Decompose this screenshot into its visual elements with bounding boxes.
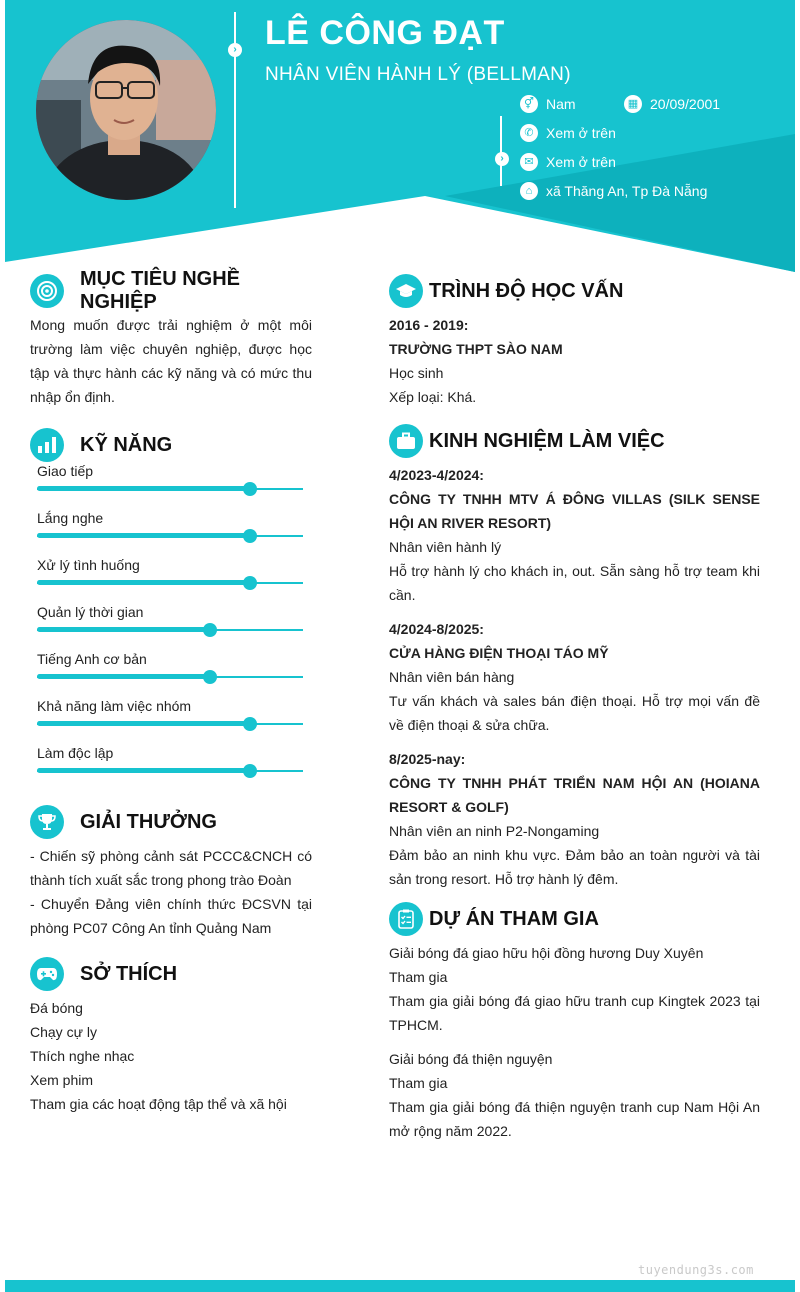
experience-section <box>389 423 760 891</box>
skill-row <box>30 555 312 602</box>
skill-level-knob <box>243 717 257 731</box>
gender-icon: ⚥ <box>520 95 538 113</box>
skill-level-knob <box>243 529 257 543</box>
skill-fill <box>37 533 250 538</box>
hobby-item: Xem phim <box>30 1072 94 1088</box>
project-name: Giải bóng đá thiện nguyện <box>389 1051 553 1067</box>
section-title: MỤC TIÊU NGHỀ NGHIỆP <box>80 268 240 313</box>
experience-company: CÔNG TY TNHH MTV Á ĐÔNG VILLAS (SILK SENSE HỘI AN RIVER RESORT) <box>389 491 760 531</box>
awards-section <box>30 804 312 940</box>
skill-label: Khả năng làm việc nhóm <box>37 698 192 714</box>
project-entry <box>389 941 760 1037</box>
award-item: - Chuyển Đảng viên chính thức ĐCSVN tại phòng PC07 Công An tỉnh Quảng Nam <box>30 896 312 936</box>
calendar-icon: ▦ <box>624 95 642 113</box>
home-icon: ⌂ <box>520 182 538 200</box>
skill-row <box>30 743 312 790</box>
right-column <box>389 273 760 1143</box>
experience-position: Nhân viên bán hàng <box>389 669 515 685</box>
education-period: 2016 - 2019: <box>389 317 469 333</box>
section-title: SỞ THÍCH <box>80 962 178 985</box>
section-title: GIẢI THƯỞNG <box>80 810 217 833</box>
gamepad-icon <box>30 957 64 991</box>
skills-list <box>30 461 312 790</box>
hobbies-list <box>30 996 312 1116</box>
education-role: Học sinh <box>389 365 444 381</box>
skill-row <box>30 696 312 743</box>
skill-level-knob <box>243 482 257 496</box>
phone-icon: ✆ <box>520 124 538 142</box>
experience-position: Nhân viên an ninh P2-Nongaming <box>389 823 600 839</box>
email-info: ✉ Xem ở trên <box>520 153 616 171</box>
project-description: Tham gia giải bóng đá thiện nguyện tranh cup Nam Hội An mở rộng năm 2022. <box>389 1099 760 1139</box>
project-description: Tham gia giải bóng đá giao hữu tranh cup Kingtek 2023 tại TPHCM. <box>389 993 760 1033</box>
skill-label: Lắng nghe <box>37 510 104 526</box>
experience-entry <box>389 617 760 737</box>
skill-fill <box>37 768 250 773</box>
footer-bar <box>5 1280 795 1292</box>
skill-label: Xử lý tình huống <box>37 557 140 573</box>
skill-fill <box>37 627 210 632</box>
experience-company: CÔNG TY TNHH PHÁT TRIỂN NAM HỘI AN (HOIANA RESORT & GOLF) <box>389 775 760 815</box>
experience-position: Nhân viên hành lý <box>389 539 502 555</box>
skill-level-knob <box>243 576 257 590</box>
hobbies-section <box>30 956 312 1116</box>
avatar-photo <box>36 20 216 200</box>
experience-period: 4/2024-8/2025: <box>389 621 484 637</box>
skill-label: Giao tiếp <box>37 463 94 479</box>
header-divider <box>234 12 236 208</box>
skill-fill <box>37 486 250 491</box>
section-header <box>30 427 312 463</box>
watermark: tuyendung3s.com <box>638 1263 754 1277</box>
skill-level-knob <box>243 764 257 778</box>
section-header <box>389 423 760 459</box>
awards-list <box>30 844 312 940</box>
skill-label: Tiếng Anh cơ bản <box>37 651 147 667</box>
experience-period: 4/2023-4/2024: <box>389 467 484 483</box>
skill-row <box>30 461 312 508</box>
left-column <box>30 268 312 1116</box>
education-entry <box>389 313 760 409</box>
skill-fill <box>37 721 250 726</box>
experience-description: Đảm bảo an ninh khu vực. Đảm bảo an toàn người và tài sản trong resort. Hỗ trợ hành lý đêm. <box>389 847 760 887</box>
avatar <box>36 20 216 200</box>
email-icon: ✉ <box>520 153 538 171</box>
education-school: TRƯỜNG THPT SÀO NAM <box>389 341 563 357</box>
skill-fill <box>37 674 210 679</box>
section-title: KINH NGHIỆM LÀM VIỆC <box>429 429 665 452</box>
chevron-right-icon: › <box>228 43 242 57</box>
checklist-icon <box>389 902 423 936</box>
birthdate-info: ▦ 20/09/2001 <box>624 95 720 113</box>
section-header <box>30 804 312 840</box>
phone-info: ✆ Xem ở trên <box>520 124 616 142</box>
skill-row <box>30 649 312 696</box>
education-grade: Xếp loại: Khá. <box>389 389 477 405</box>
section-title: KỸ NĂNG <box>80 433 173 456</box>
experience-period: 8/2025-nay: <box>389 751 466 767</box>
education-section <box>389 273 760 409</box>
experience-description: Tư vấn khách và sales bán điện thoại. Hỗ trợ mọi vấn đề về điện thoại & sửa chữa. <box>389 693 760 733</box>
section-title: TRÌNH ĐỘ HỌC VẤN <box>429 279 624 302</box>
skill-level-knob <box>203 670 217 684</box>
contact-divider <box>500 116 502 186</box>
skill-level-knob <box>203 623 217 637</box>
skill-row <box>30 508 312 555</box>
skill-row <box>30 602 312 649</box>
gender-info: ⚥ Nam <box>520 95 576 113</box>
briefcase-icon <box>389 424 423 458</box>
project-role: Tham gia <box>389 1075 448 1091</box>
projects-section <box>389 901 760 1143</box>
graduation-cap-icon <box>389 274 423 308</box>
hobby-item: Thích nghe nhạc <box>30 1048 135 1064</box>
project-entry <box>389 1047 760 1143</box>
skill-label: Làm độc lập <box>37 745 114 761</box>
experience-company: CỬA HÀNG ĐIỆN THOẠI TÁO MỸ <box>389 645 609 661</box>
section-header <box>30 956 312 992</box>
trophy-icon <box>30 805 64 839</box>
hobby-item: Đá bóng <box>30 1000 83 1016</box>
section-header <box>30 268 312 313</box>
experience-entry <box>389 747 760 891</box>
award-item: - Chiến sỹ phòng cảnh sát PCCC&CNCH có thành tích xuất sắc trong phong trào Đoàn <box>30 848 312 888</box>
candidate-name: LÊ CÔNG ĐẠT <box>265 14 505 52</box>
address-info: ⌂ xã Thăng An, Tp Đà Nẵng <box>520 182 707 200</box>
objective-text: Mong muốn được trải nghiệm ở một môi trường làm việc chuyên nghiệp, được học tập và thực hành các kỹ năng và có mức thu nhập ổn định. <box>30 317 312 405</box>
chevron-right-icon: › <box>495 152 509 166</box>
objective-section <box>30 268 312 409</box>
experience-entry <box>389 463 760 607</box>
hobby-item: Chạy cự ly <box>30 1024 97 1040</box>
skill-label: Quản lý thời gian <box>37 604 144 620</box>
project-role: Tham gia <box>389 969 448 985</box>
experience-description: Hỗ trợ hành lý cho khách in, out. Sẵn sàng hỗ trợ team khi cần. <box>389 563 760 603</box>
skills-section <box>30 427 312 790</box>
hobby-item: Tham gia các hoạt động tập thể và xã hội <box>30 1096 287 1112</box>
target-icon <box>30 274 64 308</box>
skill-fill <box>37 580 250 585</box>
section-header <box>389 901 760 937</box>
section-header <box>389 273 760 309</box>
job-title: NHÂN VIÊN HÀNH LÝ (BELLMAN) <box>265 64 571 85</box>
bar-chart-icon <box>30 428 64 462</box>
section-title: DỰ ÁN THAM GIA <box>429 907 599 930</box>
project-name: Giải bóng đá giao hữu hội đồng hương Duy Xuyên <box>389 945 704 961</box>
